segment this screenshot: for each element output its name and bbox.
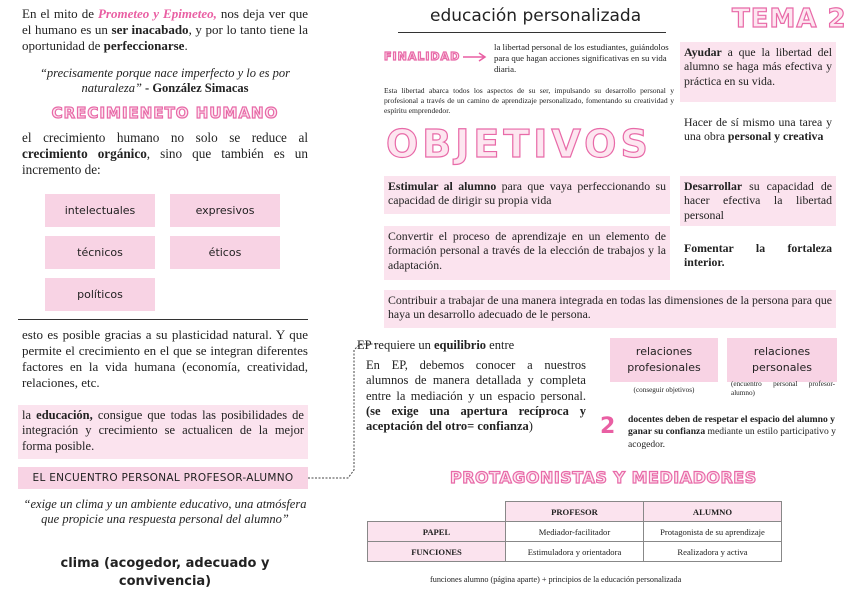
table-cell: Realizadora y activa: [644, 542, 782, 562]
crecimiento-text: el crecimiento humano no solo se reduce al crecimiento orgánico, sino que también es un incremento de:: [22, 130, 308, 178]
quote-clima: “exige un clima y un ambiente educativo, una atmósfera que propicie una respuesta personal del alumno”: [23, 497, 307, 527]
tag-tecnicos: técnicos: [45, 236, 155, 269]
relaciones-personales-note: (encuentro personal profesor-alumno): [731, 380, 835, 397]
tag-expresivos: expresivos: [170, 194, 280, 227]
arrow-right-icon: [462, 52, 488, 62]
section-divider: [18, 319, 308, 320]
equilibrio-heading: EP requiere un equilibrio entre: [357, 338, 515, 352]
tag-eticos: éticos: [170, 236, 280, 269]
relaciones-profesionales: relaciones profesionales: [610, 338, 718, 382]
ep-description: Esta libertad abarca todos los aspectos de su ser, impulsando su desarrollo personal y profesional a través de un camino de aprendizaje personalizado, fomentando su creatividad y espíritu emprendedor.: [384, 86, 674, 115]
educacion-box: la educación, consigue que todas las posibilidades de integración y crecimiento se actualicen de la mejor forma posible.: [18, 405, 308, 459]
objetivo-3: Contribuir a trabajar de una manera integrada en todas las dimensiones de la persona para que haya un desarrollo adecuado de le persona.: [384, 290, 836, 328]
tag-intelectuales: intelectuales: [45, 194, 155, 227]
relaciones-personales: relaciones personales: [727, 338, 837, 382]
table-corner: [368, 502, 506, 522]
page-title: educación personalizada: [430, 6, 642, 26]
footer-note: funciones alumno (página aparte) + principios de la educación personalizada: [430, 575, 682, 584]
tag-politicos: políticos: [45, 278, 155, 311]
clima-text: clima (acogedor, adecuado y convivencia): [60, 556, 270, 590]
protagonistas-title: PROTAGONISTAS Y MEDIADORES: [450, 468, 757, 487]
equilibrio-text: En EP, debemos conocer a nuestros alumnos de manera detallada y completa entre la mediación y un espacio personal. (se exige una apertura recíproca y aceptación del otro= confianza): [366, 358, 586, 433]
objetivos-title: OBJETIVOS: [386, 122, 652, 166]
number-badge: 2: [600, 414, 616, 439]
relaciones-profesionales-note: (conseguir objetivos): [633, 386, 695, 394]
table-row-label: PAPEL: [368, 522, 506, 542]
myth-name: Prometeo y Epimeteo,: [97, 6, 217, 21]
title-underline: [398, 32, 666, 33]
crecimiento-title: CRECIMIENETO HUMANO: [51, 104, 279, 122]
objetivo-2: Convertir el proceso de aprendizaje en un elemento de formación personal a través de la elección de trabajos y la adaptación.: [384, 226, 670, 280]
table-cell: Protagonista de su aprendizaje: [644, 522, 782, 542]
quote-simacas: “precisamente porque nace imperfecto y lo es por naturaleza” - González Simacas: [39, 66, 291, 96]
encuentro-banner: EL ENCUENTRO PERSONAL PROFESOR-ALUMNO: [18, 467, 308, 489]
finalidad-label: FINALIDAD: [384, 50, 461, 63]
objetivo-desarrollar: Desarrollar su capacidad de hacer efectiva la libertad personal: [680, 176, 836, 226]
objetivo-fomentar: Fomentar la fortaleza interior.: [684, 241, 832, 270]
intro-paragraph: En el mito de Prometeo y Epimeteo, nos deja ver que el humano es un ser inacabado, y por lo tanto tiene la oportunidad de perfeccionarse.: [22, 6, 309, 53]
roles-table: [367, 501, 782, 562]
table-row-label: FUNCIONES: [368, 542, 506, 562]
plasticidad-text: esto es posible gracias a su plasticidad natural. Y que permite el crecimiento en el que se integran diferentes factores en la vida humana (economía, creatividad, relaciones, etc.: [22, 327, 308, 390]
tema-title: TEMA 2: [732, 4, 847, 34]
table-header-row: [368, 502, 782, 522]
docentes-text: docentes deben de respetar el espacio del alumno y ganar su confianza mediante un estilo participativo y acogedor.: [628, 414, 836, 450]
table-header-profesor: PROFESOR: [506, 502, 644, 522]
objetivo-hacer: Hacer de sí mismo una tarea y una obra personal y creativa: [684, 115, 832, 144]
objetivo-1: Estimular al alumno para que vaya perfeccionando su capacidad de dirigir su propia vida: [384, 176, 670, 214]
objetivo-ayudar: Ayudar a que la libertad del alumno se haga más efectiva y práctica en su vida.: [680, 42, 836, 102]
table-row: [368, 522, 782, 542]
table-cell: Mediador-facilitador: [506, 522, 644, 542]
table-row: [368, 542, 782, 562]
table-cell: Estimuladora y orientadora: [506, 542, 644, 562]
finalidad-text: la libertad personal de los estudiantes, guiándolos para que hagan acciones significativas en su vida diaria.: [494, 42, 669, 74]
table-header-alumno: ALUMNO: [644, 502, 782, 522]
